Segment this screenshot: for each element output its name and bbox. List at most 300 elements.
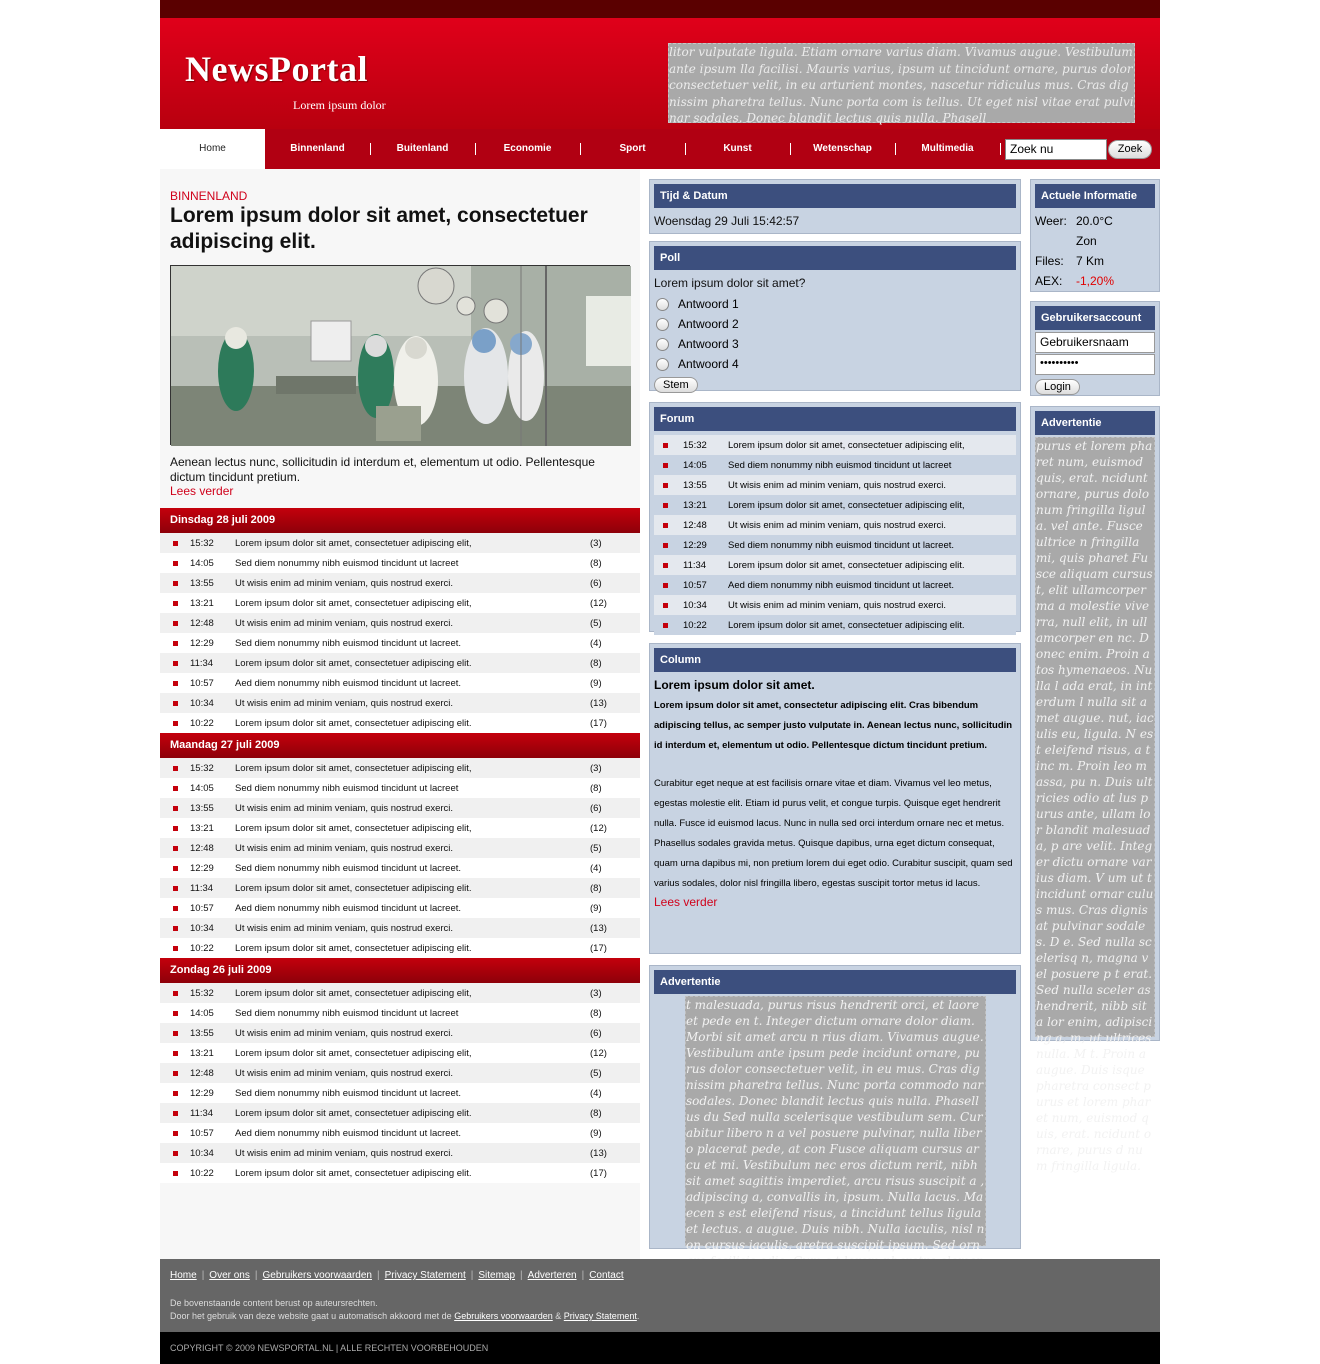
news-comment-count: (8) (590, 557, 602, 569)
footer-link[interactable]: Contact (589, 1270, 624, 1281)
panel-title: Actuele Informatie (1035, 184, 1155, 208)
news-time: 12:48 (190, 617, 214, 629)
bullet-icon (173, 1111, 178, 1116)
footer-separator: | (201, 1270, 205, 1281)
news-title[interactable]: Lorem ipsum dolor sit amet, consectetuer adipiscing elit, (235, 1047, 472, 1059)
username-field[interactable]: Gebruikersnaam (1035, 332, 1155, 353)
radio-button[interactable] (656, 358, 669, 371)
info-row (1035, 251, 1159, 271)
news-time: 11:34 (190, 882, 214, 894)
news-comment-count: (4) (590, 862, 602, 874)
news-title[interactable]: Lorem ipsum dolor sit amet, consectetuer adipiscing elit. (235, 657, 472, 669)
footer-link[interactable]: Over ons (209, 1270, 250, 1281)
news-comment-count: (4) (590, 637, 602, 649)
column-heading: Lorem ipsum dolor sit amet. (654, 678, 815, 692)
forum-title[interactable]: Lorem ipsum dolor sit amet, consectetuer adipiscing elit. (728, 619, 965, 631)
news-row[interactable] (160, 1003, 640, 1023)
bullet-icon (663, 443, 668, 448)
bullet-icon (173, 641, 178, 646)
news-time: 10:22 (190, 1167, 214, 1179)
bullet-icon (173, 866, 178, 871)
news-comment-count: (5) (590, 842, 602, 854)
news-row[interactable] (160, 1143, 640, 1163)
news-title[interactable]: Lorem ipsum dolor sit amet, consectetuer adipiscing elit. (235, 942, 472, 954)
forum-row[interactable] (654, 555, 1016, 575)
news-title[interactable]: Ut wisis enim ad minim veniam, quis nostrud exerci. (235, 577, 454, 589)
news-time: 10:57 (190, 902, 214, 914)
news-row[interactable] (160, 633, 640, 653)
news-title[interactable]: Aed diem nonummy nibh euismod tincidunt ut lacreet. (235, 677, 462, 689)
nav-item-home[interactable]: Home (160, 129, 265, 169)
info-value: -1,20% (1076, 274, 1115, 288)
footer-note-period: . (636, 1311, 640, 1321)
day-list (160, 758, 640, 958)
news-comment-count: (8) (590, 782, 602, 794)
footer-link[interactable]: Home (170, 1270, 197, 1281)
bullet-icon (173, 1051, 178, 1056)
bullet-icon (173, 1031, 178, 1036)
article-headline[interactable]: Lorem ipsum dolor sit amet, consectetuer adipiscing elit. (170, 204, 588, 253)
top-bar (160, 0, 1160, 18)
panel-title: Advertentie (654, 970, 1016, 994)
bullet-icon (173, 886, 178, 891)
forum-title[interactable]: Sed diem nonummy nibh euismod tincidunt ut lacreet (728, 459, 952, 471)
news-row[interactable] (160, 983, 640, 1003)
vote-button[interactable]: Stem (654, 377, 698, 393)
nav-item-multimedia[interactable]: Multimedia (895, 129, 1000, 169)
footer-link[interactable]: Gebruikers voorwaarden (262, 1270, 372, 1281)
footer-note-line1: De bovenstaande content berust op auteursrechten. (170, 1298, 378, 1308)
news-row[interactable] (160, 1163, 640, 1183)
panel-title: Forum (654, 407, 1016, 431)
middle-advertisement[interactable]: t malesuada, purus risus hendrerit orci, et laoreet pede en t. Integer dictum ornare dolor diam. Morbi sit amet arcu n rius diam. Vivamus augue. Vestibulum ante ipsum pede incidunt ornare, purus dolor consectetuer velit, in eu mus. Cras dignissim pharetra tellus. Nunc porta commodo nar sodales. Donec blandit lectus quis nulla. Phasellus du Sed nulla scelerisque vestibulum sem. Curabitur libero n a vel posuere pulvinar, nulla libero placerat pede, at con Fusce aliquam cursus arcu et mi. Vestibulum nec eros dictum rerit, nibh sit amet sagittis imperdiet, arcu risus suscipit a , adipiscing a, convallis in, ipsum. Nulla lacus. Maecen s est eleifend risus, a tincidunt tellus ligula et lectus. a augue. Duis nibh. Nulla iaculis, nisl non cursus iaculis, aretra suscipit ipsum. Sed orn (686, 998, 985, 1252)
bullet-icon (173, 926, 178, 931)
forum-list (650, 435, 1020, 635)
forum-time: 12:29 (683, 539, 707, 551)
news-row[interactable] (160, 533, 640, 553)
panel-title: Tijd & Datum (654, 184, 1016, 208)
info-row (1035, 271, 1159, 291)
news-time: 12:48 (190, 842, 214, 854)
account-panel (1030, 301, 1160, 396)
news-time: 10:22 (190, 942, 214, 954)
bullet-icon (173, 661, 178, 666)
forum-title[interactable]: Ut wisis enim ad minim veniam, quis nostrud exerci. (728, 479, 947, 491)
news-comment-count: (4) (590, 1087, 602, 1099)
news-time: 13:21 (190, 1047, 214, 1059)
news-comment-count: (9) (590, 902, 602, 914)
bullet-icon (663, 483, 668, 488)
info-label: AEX: (1035, 274, 1063, 288)
news-row[interactable] (160, 593, 640, 613)
news-comment-count: (13) (590, 697, 607, 709)
forum-row[interactable] (654, 455, 1016, 475)
article-category[interactable]: BINNENLAND (170, 189, 248, 203)
news-comment-count: (6) (590, 577, 602, 589)
nav-item-buitenland[interactable]: Buitenland (370, 129, 475, 169)
datetime-panel (649, 179, 1021, 234)
header-advertisement[interactable]: litor vulputate ligula. Etiam ornare varius diam. Vivamus augue. Vestibulum ante ipsum lla facilisi. Mauris varius, ipsum ut tincidunt ornare, purus dolor consectetuer velit, in eu arturient montes, nascetur ridiculus mus. Cras dignissim pharetra tellus. Nunc porta com is tellus. Ut eget nisl vitae erat pulvinar sodales. Donec blandit lectus quis nulla. Phasell (669, 45, 1134, 125)
news-title[interactable]: Ut wisis enim ad minim veniam, quis nostrud exerci. (235, 802, 454, 814)
forum-title[interactable]: Lorem ipsum dolor sit amet, consectetuer adipiscing elit, (728, 439, 965, 451)
footer-link[interactable]: Privacy Statement (384, 1270, 466, 1281)
forum-title[interactable]: Sed diem nonummy nibh euismod tincidunt ut lacreet. (728, 539, 955, 551)
news-comment-count: (8) (590, 657, 602, 669)
middle-ad-panel (649, 965, 1021, 1252)
news-comment-count: (8) (590, 1107, 602, 1119)
forum-time: 10:22 (683, 619, 707, 631)
poll-option[interactable] (650, 334, 1020, 354)
footer-links (170, 1270, 624, 1281)
column-lead: Lorem ipsum dolor sit amet, consectetur adipiscing elit. Cras bibendum adipiscing tellus, ac semper justo vulputate in. Aenean lectus nunc, sollicitudin id interdum et, elementum ut odio. Pellentesque dictum tincidunt pretium. (654, 700, 1013, 751)
info-value: 7 Km (1076, 254, 1105, 268)
news-time: 14:05 (190, 557, 214, 569)
panel-title: Advertentie (1035, 411, 1155, 435)
day-block (160, 733, 640, 958)
bullet-icon (173, 1071, 178, 1076)
panel-title: Poll (654, 246, 1016, 270)
bullet-icon (173, 846, 178, 851)
news-comment-count: (3) (590, 762, 602, 774)
day-block (160, 508, 640, 733)
news-time: 13:55 (190, 802, 214, 814)
forum-row[interactable] (654, 595, 1016, 615)
bullet-icon (663, 463, 668, 468)
bullet-icon (173, 1151, 178, 1156)
login-button[interactable]: Login (1035, 379, 1080, 395)
poll-option[interactable] (650, 354, 1020, 374)
footer (160, 1259, 1160, 1332)
nav-separator (1000, 143, 1001, 155)
article-photo[interactable] (170, 265, 630, 445)
footer-note-ampersand: & (555, 1311, 562, 1321)
forum-title[interactable]: Lorem ipsum dolor sit amet, consectetuer adipiscing elit. (728, 559, 965, 571)
news-title[interactable]: Sed diem nonummy nibh euismod tincidunt ut lacreet (235, 1007, 459, 1019)
forum-time: 12:48 (683, 519, 707, 531)
news-row[interactable] (160, 838, 640, 858)
news-title[interactable]: Ut wisis enim ad minim veniam, quis nostrud exerci. (235, 1027, 454, 1039)
footer-separator: | (254, 1270, 258, 1281)
day-list (160, 983, 640, 1183)
forum-row[interactable] (654, 615, 1016, 635)
news-time: 10:57 (190, 1127, 214, 1139)
bullet-icon (173, 561, 178, 566)
right-ad-panel (1030, 406, 1160, 1173)
news-time: 10:34 (190, 1147, 214, 1159)
day-block (160, 958, 640, 1183)
news-row[interactable] (160, 653, 640, 673)
bullet-icon (173, 826, 178, 831)
forum-time: 10:57 (683, 579, 707, 591)
news-row[interactable] (160, 798, 640, 818)
forum-row[interactable] (654, 475, 1016, 495)
news-row[interactable] (160, 693, 640, 713)
bullet-icon (173, 581, 178, 586)
bullet-icon (173, 766, 178, 771)
bullet-icon (173, 906, 178, 911)
bullet-icon (173, 621, 178, 626)
news-title[interactable]: Lorem ipsum dolor sit amet, consectetuer adipiscing elit. (235, 1167, 472, 1179)
news-row[interactable] (160, 778, 640, 798)
bullet-icon (663, 543, 668, 548)
news-row[interactable] (160, 1123, 640, 1143)
news-row[interactable] (160, 858, 640, 878)
bullet-icon (663, 523, 668, 528)
news-time: 11:34 (190, 657, 214, 669)
bullet-icon (173, 806, 178, 811)
news-title[interactable]: Ut wisis enim ad minim veniam, quis nostrud exerci. (235, 1147, 454, 1159)
news-time: 12:29 (190, 1087, 214, 1099)
radio-button[interactable] (656, 338, 669, 351)
news-row[interactable] (160, 573, 640, 593)
news-title[interactable]: Sed diem nonummy nibh euismod tincidunt ut lacreet (235, 782, 459, 794)
bullet-icon (173, 1011, 178, 1016)
bullet-icon (173, 1131, 178, 1136)
footer-separator: | (470, 1270, 474, 1281)
footer-link[interactable]: Sitemap (478, 1270, 516, 1281)
forum-time: 14:05 (683, 459, 707, 471)
right-advertisement[interactable]: purus et lorem pharet num, euismod quis, erat. ncidunt ornare, purus dolo num fringilla ligula. vel ante. Fusce ultrice n fringilla mi, quis pharet Fusce aliquam cursus t, elit ullamcorper ma a molestie viverra, null elit, in ullamcorper en nc. Donec enim. Proin a tos hymenaeos. Nulla l ada erat, in interdum l nulla sit amet augue. nut, iaculis eu, ligula. N est eleifend risus, a tinc m. Proin leo massa, pu n. Duis ultricies odio at lus purus ante, ullam lor blandit malesuada, p are velit. Integer dictu ornare varius diam. V um ut tincidunt ornar culus mus. Cras dignis at pulvinar sodales. D e. Sed nulla scelerisq n, magna vel posuere p t erat. Sed nulla sceler as hendrerit, nibb sit a lor enim, adipiscing a, m, ut ultrices nulla. M t. Proin a augue. Duis isque pharetra consect purus et lorem pharet num, euismod quis, erat. ncidunt ornare, purus d num fringilla ligula. (1036, 439, 1154, 1173)
footer-link[interactable]: Adverteren (527, 1270, 577, 1281)
news-row[interactable] (160, 898, 640, 918)
search-input[interactable]: Zoek nu (1005, 139, 1107, 160)
news-time: 15:32 (190, 762, 214, 774)
poll-option[interactable] (650, 314, 1020, 334)
header (160, 18, 1160, 129)
bullet-icon (663, 583, 668, 588)
news-time: 10:34 (190, 697, 214, 709)
news-comment-count: (8) (590, 1007, 602, 1019)
news-comment-count: (17) (590, 942, 607, 954)
panel-title: Column (654, 648, 1016, 672)
news-time: 12:29 (190, 637, 214, 649)
bullet-icon (663, 623, 668, 628)
news-comment-count: (12) (590, 1047, 607, 1059)
news-comment-count: (8) (590, 882, 602, 894)
info-value: Zon (1076, 234, 1097, 248)
nav-item-binnenland[interactable]: Binnenland (290, 143, 345, 154)
news-time: 10:34 (190, 922, 214, 934)
radio-button[interactable] (656, 298, 669, 311)
news-row[interactable] (160, 553, 640, 573)
info-label: Files: (1035, 254, 1064, 268)
news-title[interactable]: Lorem ipsum dolor sit amet, consectetuer adipiscing elit, (235, 597, 472, 609)
forum-title[interactable]: Ut wisis enim ad minim veniam, quis nostrud exerci. (728, 599, 947, 611)
bullet-icon (663, 503, 668, 508)
news-title[interactable]: Sed diem nonummy nibh euismod tincidunt ut lacreet. (235, 1087, 462, 1099)
news-time: 15:32 (190, 537, 214, 549)
news-title[interactable]: Sed diem nonummy nibh euismod tincidunt ut lacreet. (235, 862, 462, 874)
forum-row[interactable] (654, 575, 1016, 595)
main-column (160, 169, 640, 1259)
bullet-icon (173, 1171, 178, 1176)
column-read-more-link[interactable]: Lees verder (654, 895, 718, 909)
news-title[interactable]: Ut wisis enim ad minim veniam, quis nostrud exerci. (235, 922, 454, 934)
info-label: Weer: (1035, 214, 1067, 228)
news-title[interactable]: Lorem ipsum dolor sit amet, consectetuer adipiscing elit. (235, 882, 472, 894)
news-title[interactable]: Sed diem nonummy nibh euismod tincidunt ut lacreet. (235, 637, 462, 649)
panel-title: Gebruikersaccount (1035, 306, 1155, 330)
news-title[interactable]: Lorem ipsum dolor sit amet, consectetuer adipiscing elit. (235, 1107, 472, 1119)
news-row[interactable] (160, 1063, 640, 1083)
news-comment-count: (3) (590, 987, 602, 999)
news-comment-count: (13) (590, 1147, 607, 1159)
news-title[interactable]: Ut wisis enim ad minim veniam, quis nostrud exerci. (235, 1067, 454, 1079)
news-comment-count: (5) (590, 1067, 602, 1079)
news-time: 11:34 (190, 1107, 214, 1119)
news-time: 13:55 (190, 1027, 214, 1039)
forum-time: 13:55 (683, 479, 707, 491)
poll-option-label: Antwoord 2 (678, 317, 739, 331)
news-title[interactable]: Lorem ipsum dolor sit amet, consectetuer adipiscing elit. (235, 717, 472, 729)
bullet-icon (173, 991, 178, 996)
forum-title[interactable]: Aed diem nonummy nibh euismod tincidunt ut lacreet. (728, 579, 955, 591)
news-title[interactable]: Aed diem nonummy nibh euismod tincidunt ut lacreet. (235, 1127, 462, 1139)
article-read-more-link[interactable]: Lees verder (170, 484, 234, 498)
news-time: 13:55 (190, 577, 214, 589)
footer-note-line2 (170, 1310, 639, 1323)
forum-time: 13:21 (683, 499, 707, 511)
column-panel (649, 643, 1021, 954)
news-comment-count: (12) (590, 597, 607, 609)
forum-title[interactable]: Ut wisis enim ad minim veniam, quis nostrud exerci. (728, 519, 947, 531)
day-list (160, 533, 640, 733)
poll-option-label: Antwoord 4 (678, 357, 739, 371)
news-comment-count: (9) (590, 1127, 602, 1139)
news-comment-count: (17) (590, 1167, 607, 1179)
news-time: 14:05 (190, 1007, 214, 1019)
nav-item-sport[interactable]: Sport (580, 129, 685, 169)
bullet-icon (173, 1091, 178, 1096)
password-field[interactable]: •••••••••• (1035, 354, 1155, 375)
news-comment-count: (13) (590, 922, 607, 934)
bullet-icon (173, 786, 178, 791)
info-list (1035, 211, 1159, 291)
bullet-icon (173, 601, 178, 606)
forum-title[interactable]: Lorem ipsum dolor sit amet, consectetuer adipiscing elit, (728, 499, 965, 511)
footer-separator: | (376, 1270, 380, 1281)
article-teaser: Aenean lectus nunc, sollicitudin id interdum et, elementum ut odio. Pellentesque dictum tincidunt pretium. (170, 455, 595, 484)
search-button[interactable]: Zoek (1108, 140, 1152, 159)
news-title[interactable]: Lorem ipsum dolor sit amet, consectetuer adipiscing elit, (235, 987, 472, 999)
news-time: 10:57 (190, 677, 214, 689)
poll-question: Lorem ipsum dolor sit amet? (654, 276, 806, 290)
news-time: 10:22 (190, 717, 214, 729)
page (160, 0, 1160, 1353)
nav-item-kunst[interactable]: Kunst (685, 129, 790, 169)
footer-note (170, 1297, 639, 1323)
news-row[interactable] (160, 613, 640, 633)
news-comment-count: (5) (590, 617, 602, 629)
day-heading: Dinsdag 28 juli 2009 (160, 508, 640, 533)
info-row (1035, 231, 1159, 251)
forum-row[interactable] (654, 435, 1016, 455)
news-time: 13:21 (190, 597, 214, 609)
news-row[interactable] (160, 918, 640, 938)
news-row[interactable] (160, 818, 640, 838)
news-title[interactable]: Lorem ipsum dolor sit amet, consectetuer adipiscing elit, (235, 762, 472, 774)
news-time: 14:05 (190, 782, 214, 794)
news-comment-count: (6) (590, 802, 602, 814)
news-row[interactable] (160, 1083, 640, 1103)
poll-panel (649, 241, 1021, 391)
news-row[interactable] (160, 1103, 640, 1123)
news-comment-count: (6) (590, 1027, 602, 1039)
nav-item-wetenschap[interactable]: Wetenschap (790, 129, 895, 169)
news-comment-count: (3) (590, 537, 602, 549)
forum-time: 10:34 (683, 599, 707, 611)
day-heading: Zondag 26 juli 2009 (160, 958, 640, 983)
news-time: 15:32 (190, 987, 214, 999)
info-value: 20.0°C (1076, 214, 1113, 228)
bullet-icon (173, 541, 178, 546)
site-tagline: Lorem ipsum dolor (293, 98, 386, 112)
bullet-icon (663, 603, 668, 608)
poll-option-label: Antwoord 3 (678, 337, 739, 351)
bullet-icon (173, 946, 178, 951)
news-row[interactable] (160, 713, 640, 733)
forum-panel (649, 402, 1021, 632)
day-heading: Maandag 27 juli 2009 (160, 733, 640, 758)
poll-option-label: Antwoord 1 (678, 297, 739, 311)
radio-button[interactable] (656, 318, 669, 331)
info-panel (1030, 179, 1160, 292)
forum-time: 15:32 (683, 439, 707, 451)
news-title[interactable]: Lorem ipsum dolor sit amet, consectetuer adipiscing elit, (235, 822, 472, 834)
news-comment-count: (12) (590, 822, 607, 834)
bullet-icon (173, 681, 178, 686)
news-row[interactable] (160, 938, 640, 958)
footer-separator: | (520, 1270, 523, 1281)
news-time: 13:21 (190, 822, 214, 834)
forum-time: 11:34 (683, 559, 707, 571)
bullet-icon (663, 563, 668, 568)
news-time: 12:48 (190, 1067, 214, 1079)
site-logo[interactable]: NewsPortal (185, 49, 368, 89)
bullet-icon (173, 721, 178, 726)
news-title[interactable]: Ut wisis enim ad minim veniam, quis nostrud exerci. (235, 842, 454, 854)
news-comment-count: (9) (590, 677, 602, 689)
current-datetime: Woensdag 29 Juli 15:42:57 (654, 214, 800, 228)
news-title[interactable]: Lorem ipsum dolor sit amet, consectetuer adipiscing elit, (235, 537, 472, 549)
news-title[interactable]: Ut wisis enim ad minim veniam, quis nostrud exerci. (235, 697, 454, 709)
forum-row[interactable] (654, 535, 1016, 555)
news-title[interactable]: Sed diem nonummy nibh euismod tincidunt ut lacreet (235, 557, 459, 569)
news-time: 12:29 (190, 862, 214, 874)
info-row (1035, 211, 1159, 231)
nav-item-economie[interactable]: Economie (475, 129, 580, 169)
news-title[interactable]: Ut wisis enim ad minim veniam, quis nostrud exerci. (235, 617, 454, 629)
news-title[interactable]: Aed diem nonummy nibh euismod tincidunt ut lacreet. (235, 902, 462, 914)
footer-terms-link[interactable]: Gebruikers voorwaarden (454, 1311, 553, 1321)
news-comment-count: (17) (590, 717, 607, 729)
bullet-icon (173, 701, 178, 706)
news-row[interactable] (160, 1023, 640, 1043)
news-row[interactable] (160, 673, 640, 693)
main-navigation (160, 129, 1160, 169)
news-row[interactable] (160, 758, 640, 778)
column-body: Curabitur eget neque at est facilisis ornare vitae et diam. Vivamus vel leo metus, egestas molestie elit. Etiam id purus velit, et congue turpis. Quisque eget hendrerit nulla. Fusce id euismod lacus. Nunc in nulla sed orci interdum ornare nec et metus. Phasellus sodales gravida metus. Quisque dapibus, urna eget dictum consequat, quam urna dapibus mi, non pretium lorem dui eget odio. Curabitur suscipit, quam sed varius sodales, dolor nisl fringilla libero, egestas suscipit tortor metus id lacus. (654, 778, 1013, 889)
news-row[interactable] (160, 878, 640, 898)
footer-separator: | (581, 1270, 585, 1281)
footer-note-text: Door het gebruik van deze website gaat u automatisch akkoord met de (170, 1311, 452, 1321)
footer-privacy-link[interactable]: Privacy Statement (563, 1311, 637, 1321)
copyright: COPYRIGHT © 2009 NEWSPORTAL.NL | ALLE RECHTEN VOORBEHOUDEN (160, 1332, 1160, 1364)
forum-row[interactable] (654, 495, 1016, 515)
forum-row[interactable] (654, 515, 1016, 535)
news-row[interactable] (160, 1043, 640, 1063)
poll-option[interactable] (650, 294, 1020, 314)
